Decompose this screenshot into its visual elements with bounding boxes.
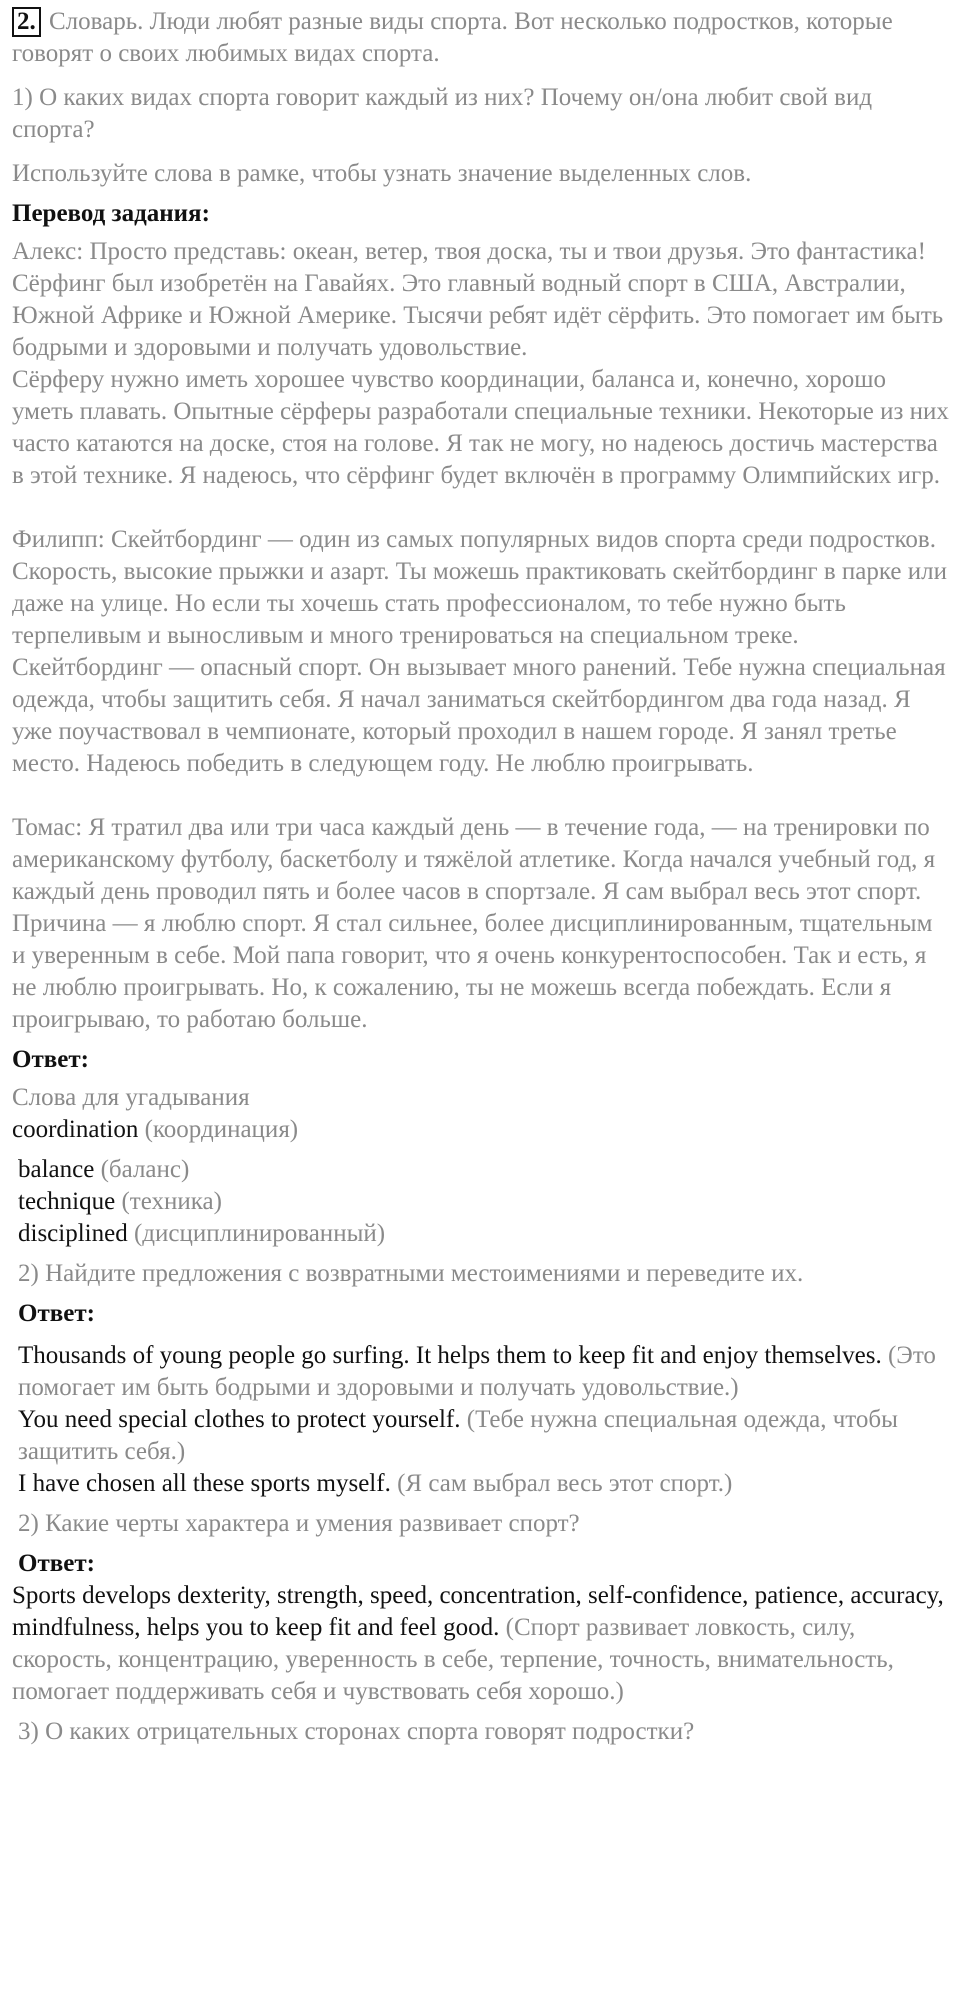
question-2: 2) Найдите предложения с возвратными местоимениями и переведите их. (18, 1260, 804, 1287)
question-4: 3) О каких отрицательных сторонах спорта говорят подростки? (18, 1718, 695, 1745)
word-disciplined: disciplined (дисциплинированный) (18, 1220, 386, 1247)
alex-paragraph-2: Сёрферу нужно иметь хорошее чувство координации, баланса и, конечно, хорошо уметь плавать. Опытные сёрферы разработали специальные техники. Некоторые из них часто катаются на доске, стоя на голове. Я так не могу, но надеюсь достичь мастерства в этой технике. Я надеюсь, что сёрфинг будет включён в программу Олимпийских игр. (12, 366, 949, 489)
answer-1-word-list (12, 1154, 950, 1250)
answer-2-body (12, 1340, 950, 1500)
word-coordination: coordination (координация) (12, 1116, 299, 1143)
answer-3-text: Sports develops dexterity, strength, speed, concentration, self-confidence, patience, accuracy, mindfulness, helps you to keep fit and feel good. (Спорт развивает ловкость, силу, скорость, концентрацию, уверенность в себе, терпение, точность, внимательность, помогает поддерживать себя и чувствовать себя хорошо.) (12, 1582, 944, 1705)
alex-paragraph-1: Алекс: Просто представь: океан, ветер, твоя доска, ты и твои друзья. Это фантастика! Сёрфинг был изобретён на Гавайях. Это главный водный спорт в США, Австралии, Южной Африке и Южной Америке. Тысячи ребят идёт сёрфить. Это помогает им быть бодрыми и здоровыми и получать удовольствие. (12, 238, 944, 361)
word-balance: balance (баланс) (18, 1156, 190, 1183)
answer-1-intro: Слова для угадывания (12, 1084, 250, 1111)
answer-2-item: You need special clothes to protect yourself. (Тебе нужна специальная одежда, чтобы защитить себя.) (18, 1406, 898, 1465)
answer-2-item: Thousands of young people go surfing. It helps them to keep fit and enjoy themselves. (Это помогает им быть бодрыми и здоровыми и получать удовольствие.) (18, 1342, 936, 1401)
instruction-text: Используйте слова в рамке, чтобы узнать значение выделенных слов. (12, 160, 752, 187)
answer-2-heading: Ответ: (18, 1300, 95, 1327)
philip-paragraph: Филипп: Скейтбординг — один из самых популярных видов спорта среди подростков. Скорость, высокие прыжки и азарт. Ты можешь практиковать скейтбординг в парке или даже на улице. Но если ты хочешь стать профессионалом, то тебе нужно быть терпеливым и выносливым и много тренироваться на специальном треке. Скейтбординг — опасный спорт. Он вызывает много ранений. Тебе нужна специальная одежда, чтобы защитить себя. Я начал заниматься скейтбордингом два года назад. Я уже поучаствовал в чемпионате, который проходил в нашем городе. Я занял третье место. Надеюсь победить в следующем году. Не люблю проигрывать. (12, 526, 948, 777)
task-number: 2. (12, 7, 41, 37)
thomas-paragraph: Томас: Я тратил два или три часа каждый день — в течение года, — на тренировки по американскому футболу, баскетболу и тяжёлой атлетике. Когда начался учебный год, я каждый день проводил пять и более часов в спортзале. Я сам выбрал весь этот спорт. Причина — я люблю спорт. Я стал сильнее, более дисциплинированным, тщательным и уверенным в себе. Мой папа говорит, что я очень конкурентоспособен. Так и есть, я не люблю проигрывать. Но, к сожалению, ты не можешь всегда побеждать. Если я проигрываю, то работаю больше. (12, 814, 936, 1033)
translation-heading: Перевод задания: (12, 200, 210, 227)
answer-2-item: I have chosen all these sports myself. (Я сам выбрал весь этот спорт.) (18, 1470, 733, 1497)
question-3: 2) Какие черты характера и умения развивает спорт? (18, 1510, 580, 1537)
answer-3-heading: Ответ: (18, 1550, 95, 1577)
answer-1-heading: Ответ: (12, 1046, 89, 1073)
task-intro: 2. Словарь. Люди любят разные виды спорта. Вот несколько подростков, которые говорят о своих любимых видах спорта. (12, 8, 893, 67)
word-technique: technique (техника) (18, 1188, 222, 1215)
question-1: 1) О каких видах спорта говорит каждый из них? Почему он/она любит свой вид спорта? (12, 84, 873, 143)
